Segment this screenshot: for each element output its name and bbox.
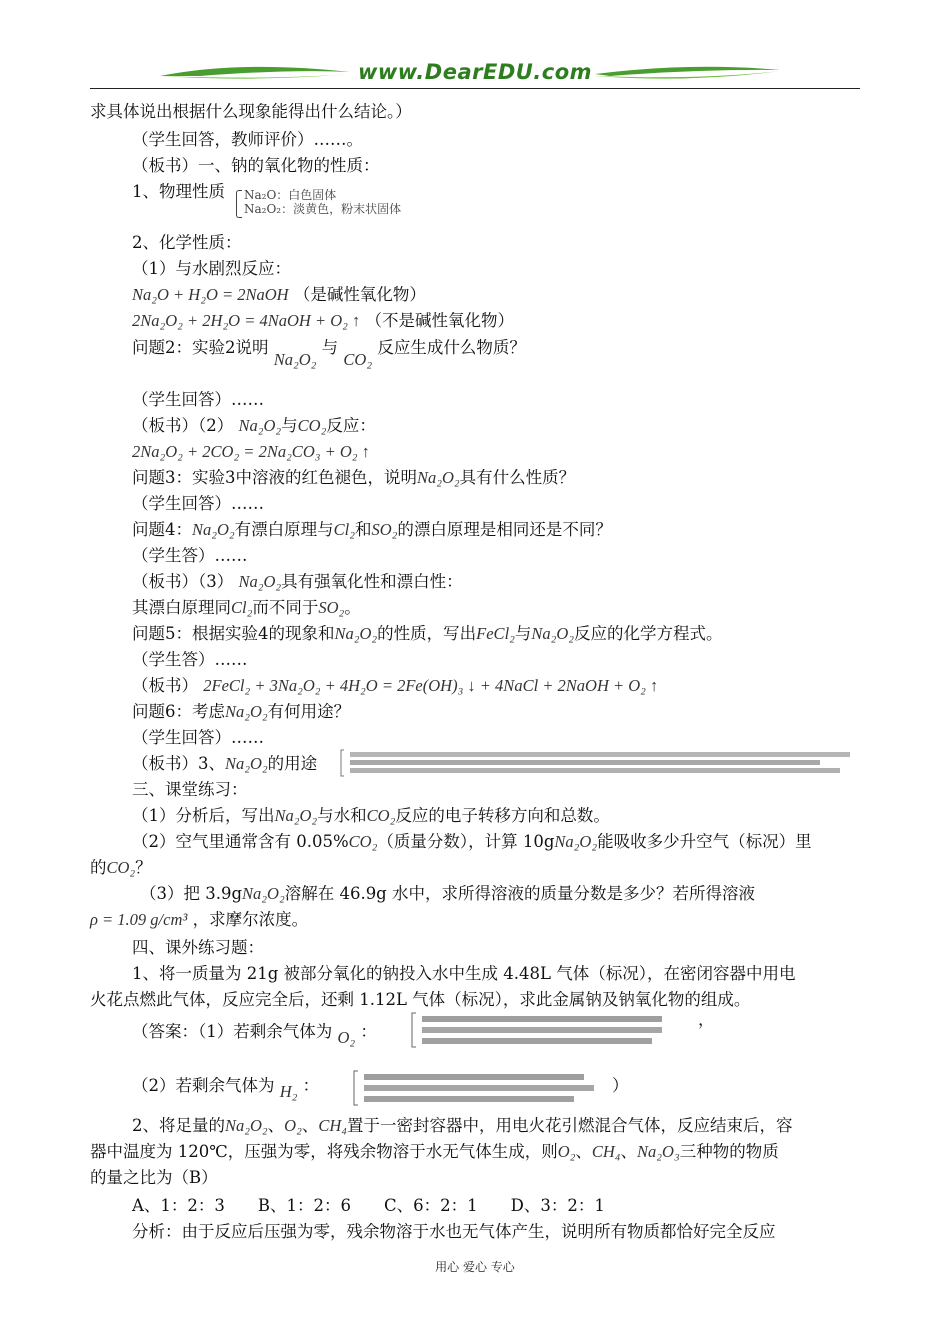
text: 与	[514, 624, 532, 643]
equation-note: （不是碱性氧化物）	[365, 311, 514, 330]
text: 反应的电子转移方向和总数。	[395, 806, 610, 825]
formula: CO₂	[348, 832, 378, 851]
equation: 2Na₂O₂ + 2CO₂ = 2Na₂CO₃ + O₂ ↑	[132, 442, 370, 461]
answer-1	[132, 1020, 377, 1047]
equation-line	[132, 283, 426, 307]
text: 、	[301, 1116, 319, 1135]
text-line: 求具体说出根据什么现象能得出什么结论。）	[90, 102, 412, 121]
equation: Na₂O + H₂O = 2NaOH	[132, 285, 289, 304]
formula: Na₂O₂	[554, 832, 598, 851]
text: 与	[281, 416, 298, 435]
exercise-2	[132, 830, 812, 854]
text-line: （学生回答）……	[132, 494, 264, 513]
formula: O₂	[337, 1028, 356, 1047]
formula: FeCl₂	[476, 624, 515, 643]
text: 问题6：考虑	[132, 702, 225, 721]
options-line: A、1：2：3 B、1：2：6 C、6：2：1 D、3：2：1	[132, 1196, 605, 1215]
text-line: （学生答）……	[132, 650, 248, 669]
text: 具有什么性质？	[459, 468, 576, 487]
formula: CO₂	[297, 416, 327, 435]
text: 。	[344, 598, 361, 617]
text: （板书）	[132, 676, 198, 695]
text: 2、将足量的	[132, 1116, 225, 1135]
formula: Na₂O₂	[242, 884, 285, 903]
formula: Cl₂	[333, 520, 355, 539]
equation: 2FeCl₂ + 3Na₂O₂ + 4H₂O = 2Fe(OH)₃ ↓ + 4NaCl + 2NaOH + O₂ ↑	[203, 676, 659, 695]
physical-property-brace	[236, 188, 401, 216]
text: （板书）（3）	[132, 572, 234, 591]
formula: Na₂O₃	[637, 1142, 680, 1161]
formula: H₂	[279, 1082, 298, 1101]
text: 置于一密封容器中，用电火花引燃混合气体，反应结束后，容	[346, 1116, 793, 1135]
text: ？	[135, 858, 152, 877]
text: 和	[354, 520, 372, 539]
text: （1）分析后，写出	[132, 806, 275, 825]
text: 反应：	[326, 416, 376, 435]
formula: Na₂O₂	[225, 702, 268, 721]
text: 问题2：实验2说明	[132, 338, 269, 357]
text: 、	[267, 1116, 285, 1135]
text: 其漂白原理同	[132, 598, 231, 617]
text: 与	[321, 338, 339, 357]
property-na2o: Na₂O：白色固体	[244, 188, 337, 202]
question-6	[132, 700, 350, 724]
property-na2o2: Na₂O₂：淡黄色，粉末状固体	[244, 202, 402, 216]
site-header	[90, 56, 860, 90]
text-line: 1、物理性质	[132, 182, 225, 201]
site-name[interactable]: www.DearEDU.com	[357, 60, 593, 84]
text: 而不同于	[252, 598, 319, 617]
section-3: 三、课堂练习：	[132, 780, 248, 799]
formula: Na₂O₂	[334, 624, 378, 643]
text-line: （学生回答，教师评价）……。	[132, 130, 363, 149]
text: 溶解在 46.9g 水中，求所得溶液的质量分数是多少？若所得溶液	[284, 884, 755, 903]
text: 的	[90, 858, 107, 877]
header-rule	[90, 88, 860, 89]
answer-2	[132, 1074, 320, 1101]
text: （3）把 3.9g	[140, 884, 243, 903]
question-4	[132, 518, 612, 542]
formula: O₂	[284, 1116, 302, 1135]
board-4	[132, 674, 658, 698]
exercise-3	[140, 882, 755, 906]
formula: CH₄	[591, 1142, 621, 1161]
homework-1-cont: 火花点燃此气体，反应完全后，还剩 1.12L 气体（标况），求此金属钠及钠氧化物的组成。	[90, 990, 751, 1009]
question-3	[132, 466, 575, 490]
formula: ρ = 1.09 g/cm³	[90, 910, 188, 929]
exercise-1	[132, 804, 610, 828]
text: 的用途	[267, 754, 318, 773]
text: 有漂白原理与	[234, 520, 334, 539]
board-3	[132, 570, 463, 594]
formula: O₂	[557, 1142, 576, 1161]
blurred-uses-image	[340, 748, 860, 778]
equation-line	[132, 309, 514, 333]
homework-1: 1、将一质量为 21g 被部分氧化的钠投入水中生成 4.48L 气体（标况），在密闭容器中用电	[132, 964, 796, 983]
text: 问题5：根据实验4的现象和	[132, 624, 335, 643]
text: 问题3：实验3中溶液的红色褪色，说明	[132, 468, 417, 487]
text: 问题4：	[132, 520, 192, 539]
text-line: 的量之比为（B）	[90, 1168, 218, 1187]
formula: Cl₂	[231, 598, 253, 617]
text: 的漂白原理是相同还是不同？	[397, 520, 612, 539]
question-5	[132, 622, 723, 646]
formula: Na₂O₂	[238, 416, 282, 435]
board-5	[132, 752, 317, 776]
formula: Na₂O₂	[225, 754, 268, 773]
formula: Na₂O₂	[417, 468, 460, 487]
text: （板书）（2）	[132, 416, 234, 435]
text-line	[132, 596, 361, 620]
text-line: 2、化学性质：	[132, 233, 242, 252]
text: 、	[620, 1142, 638, 1161]
formula: Na₂O₂	[274, 806, 318, 825]
text: （答案：（1）若剩余气体为	[132, 1022, 333, 1041]
blurred-answer-image	[410, 1010, 690, 1050]
equation-line	[132, 440, 370, 464]
answer-1-end: ，	[698, 1010, 715, 1029]
text: 的性质，写出	[377, 624, 477, 643]
text-line: （板书）一、钠的氧化物的性质：	[132, 156, 380, 175]
text: 反应生成什么物质？	[377, 338, 526, 357]
formula: CO₂	[366, 806, 396, 825]
formula: SO₂	[371, 520, 398, 539]
text: （2）空气里通常含有 0.05%	[132, 832, 349, 851]
formula: CO₂	[343, 350, 373, 369]
text-line: （学生回答）……	[132, 390, 264, 409]
text-line: （学生回答）……	[132, 728, 264, 747]
formula: Na₂O₂	[273, 350, 317, 369]
page-footer: 用心 爱心 专心	[435, 1260, 515, 1274]
answer-2-end: ）	[612, 1076, 629, 1095]
text-line: （学生答）……	[132, 546, 248, 565]
analysis-line: 分析：由于反应后压强为零，残余物溶于水也无气体产生，说明所有物质都恰好完全反应	[132, 1222, 776, 1241]
formula: Na₂O₂	[238, 572, 282, 591]
blurred-answer-image	[352, 1068, 612, 1108]
text: 与水和	[317, 806, 367, 825]
exercise-2-cont	[90, 856, 152, 880]
text: ，求摩尔浓度。	[192, 910, 309, 929]
section-4: 四、课外练习题：	[132, 938, 264, 957]
problem-2-cont	[90, 1140, 779, 1164]
text: ：	[302, 1076, 320, 1095]
exercise-3-cont	[90, 908, 308, 932]
problem-2	[132, 1114, 792, 1138]
formula: CH₄	[318, 1116, 347, 1135]
board-2	[132, 414, 376, 438]
text: （2）若剩余气体为	[132, 1076, 275, 1095]
text: 具有强氧化性和漂白性：	[281, 572, 463, 591]
formula: Na₂O₂	[531, 624, 575, 643]
formula: CO₂	[106, 858, 136, 877]
text: 三种物的物质	[679, 1142, 779, 1161]
text: （质量分数），计算 10g	[377, 832, 555, 851]
text: 、	[575, 1142, 592, 1161]
equation: 2Na₂O₂ + 2H₂O = 4NaOH + O₂ ↑	[132, 311, 361, 330]
text-line: （1）与水剧烈反应：	[132, 259, 291, 278]
formula: Na₂O₂	[225, 1116, 268, 1135]
text: ：	[360, 1022, 377, 1041]
question-2	[132, 336, 526, 369]
text: 反应的化学方程式。	[574, 624, 723, 643]
text: 能吸收多少升空气（标况）里	[597, 832, 812, 851]
text: 器中温度为 120℃，压强为零，将残余物溶于水无气体生成，则	[90, 1142, 558, 1161]
formula: SO₂	[318, 598, 345, 617]
equation-note: （是碱性氧化物）	[293, 285, 426, 304]
text: 有何用途？	[267, 702, 351, 721]
text: （板书）3、	[132, 754, 225, 773]
formula: Na₂O₂	[192, 520, 235, 539]
